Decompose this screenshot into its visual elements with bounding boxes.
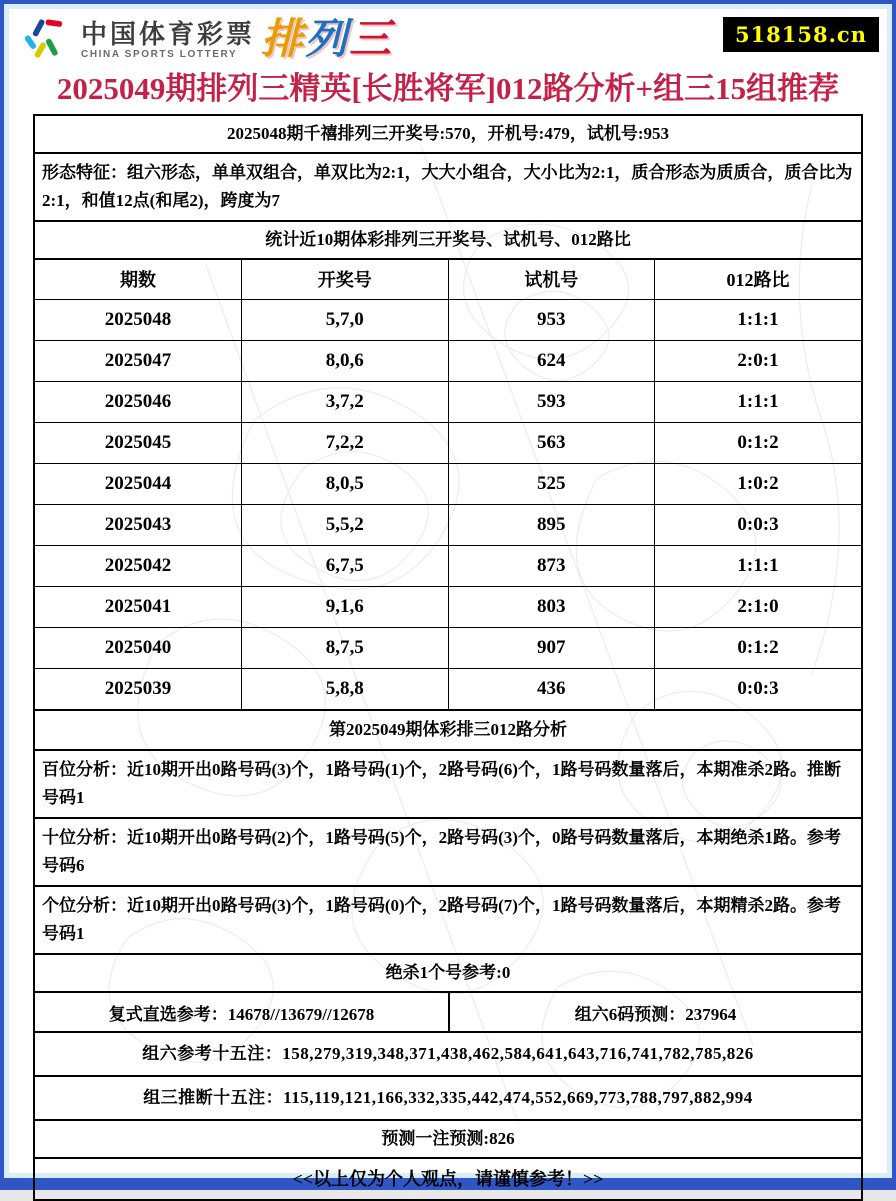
table-row: [35, 340, 861, 381]
table-cell: 2:0:1: [655, 340, 862, 381]
brand-char-1: 排: [261, 15, 306, 62]
table-row: [35, 422, 861, 463]
table-cell: 0:0:3: [655, 504, 862, 545]
table-cell: 5,8,8: [242, 668, 449, 709]
section-title: 第2025049期体彩排三012路分析: [35, 709, 861, 749]
table-row: [35, 545, 861, 586]
duplex-group6-row: [35, 991, 861, 1031]
table-cell: 3,7,2: [242, 381, 449, 422]
tens-analysis: 十位分析：近10期开出0路号码(2)个，1路号码(5)个，2路号码(3)个，0路号码数量落后，本期绝杀1路。参考号码6: [35, 817, 861, 885]
table-cell: 2025044: [35, 463, 242, 504]
table-row: [35, 586, 861, 627]
table-cell: 624: [448, 340, 655, 381]
table-cell: 1:1:1: [655, 545, 862, 586]
logo-cn-label: 中国体育彩票: [81, 19, 256, 49]
single-note-prediction: 预测一注预测:826: [35, 1119, 861, 1157]
table-cell: 593: [448, 381, 655, 422]
table-cell: 895: [448, 504, 655, 545]
table-cell: 5,5,2: [242, 504, 449, 545]
table-cell: 8,7,5: [242, 627, 449, 668]
brand-char-3: 三: [349, 15, 394, 62]
table-header-row: [35, 259, 861, 299]
table-cell: 563: [448, 422, 655, 463]
analysis-panel: [33, 114, 863, 1201]
header: [9, 9, 887, 61]
table-cell: 2025041: [35, 586, 242, 627]
page-frame: [4, 4, 892, 1189]
brand-char-2: 列: [305, 15, 350, 62]
table-row: [35, 381, 861, 422]
disclaimer: <<以上仅为个人观点，请谨慎参考！>>: [35, 1157, 861, 1199]
table-cell: 8,0,5: [242, 463, 449, 504]
table-cell: 907: [448, 627, 655, 668]
sports-lottery-mark-icon: [23, 17, 75, 63]
table-cell: 953: [448, 299, 655, 340]
kill-one-reference: 绝杀1个号参考:0: [35, 953, 861, 991]
table-row: [35, 627, 861, 668]
table-cell: 2025040: [35, 627, 242, 668]
last-draw-info: 2025048期千禧排列三开奖号:570，开机号:479，试机号:953: [227, 123, 669, 143]
table-cell: 2025048: [35, 299, 242, 340]
group6-6code-prediction: 组六6码预测：237964: [448, 993, 861, 1031]
duplex-direct-reference: 复式直选参考：14678//13679//12678: [108, 1004, 375, 1024]
stats-table: [35, 258, 861, 709]
table-header-cell: 012路比: [655, 259, 862, 299]
stats-table-body: [35, 299, 861, 709]
table-header-cell: 开奖号: [242, 259, 449, 299]
table-cell: 2:1:0: [655, 586, 862, 627]
table-cell: 5,7,0: [242, 299, 449, 340]
table-row: [35, 299, 861, 340]
table-cell: 436: [448, 668, 655, 709]
hundreds-analysis: 百位分析：近10期开出0路号码(3)个，1路号码(1)个，2路号码(6)个，1路号码数量落后，本期准杀2路。推断号码1: [35, 749, 861, 817]
table-cell: 1:1:1: [655, 299, 862, 340]
table-row: [35, 668, 861, 709]
table-cell: 0:0:3: [655, 668, 862, 709]
logo-text: [81, 17, 255, 60]
table-cell: 0:1:2: [655, 422, 862, 463]
table-cell: 2025043: [35, 504, 242, 545]
table-cell: 8,0,6: [242, 340, 449, 381]
table-cell: 1:1:1: [655, 381, 862, 422]
table-cell: 873: [448, 545, 655, 586]
table-cell: 525: [448, 463, 655, 504]
table-cell: 0:1:2: [655, 627, 862, 668]
table-cell: 2025039: [35, 668, 242, 709]
table-header-cell: 试机号: [448, 259, 655, 299]
table-cell: 2025045: [35, 422, 242, 463]
table-cell: 2025046: [35, 381, 242, 422]
table-cell: 2025047: [35, 340, 242, 381]
page-title: 2025049期排列三精英[长胜将军]012路分析+组三15组推荐: [56, 71, 840, 106]
stats-table-title: 统计近10期体彩排列三开奖号、试机号、012路比: [35, 220, 861, 258]
table-row: [35, 504, 861, 545]
group3-15-picks: 组三推断十五注：115,119,121,166,332,335,442,474,552,669,773,788,797,882,994: [35, 1075, 861, 1119]
table-cell: 7,2,2: [242, 422, 449, 463]
table-cell: 803: [448, 586, 655, 627]
group6-15-picks: 组六参考十五注：158,279,319,348,371,438,462,584,641,643,716,741,782,785,826: [35, 1031, 861, 1075]
logo-en-label: CHINA SPORTS LOTTERY: [81, 49, 238, 60]
stats-table-head: [35, 259, 861, 299]
table-header-cell: 期数: [35, 259, 242, 299]
site-url-badge: 518158.cn: [723, 17, 879, 52]
units-analysis: 个位分析：近10期开出0路号码(3)个，1路号码(0)个，2路号码(7)个，1路号码数量落后，本期精杀2路。参考号码1: [35, 885, 861, 953]
table-cell: 9,1,6: [242, 586, 449, 627]
table-cell: 2025042: [35, 545, 242, 586]
brand-pailiesan: [261, 15, 394, 62]
pattern-info: 形态特征：组六形态，单单双组合，单双比为2:1，大大小组合，大小比为2:1，质合形态为质质合，质合比为2:1，和值12点(和尾2)，跨度为7: [35, 152, 861, 220]
table-cell: 1:0:2: [655, 463, 862, 504]
table-cell: 6,7,5: [242, 545, 449, 586]
table-row: [35, 463, 861, 504]
